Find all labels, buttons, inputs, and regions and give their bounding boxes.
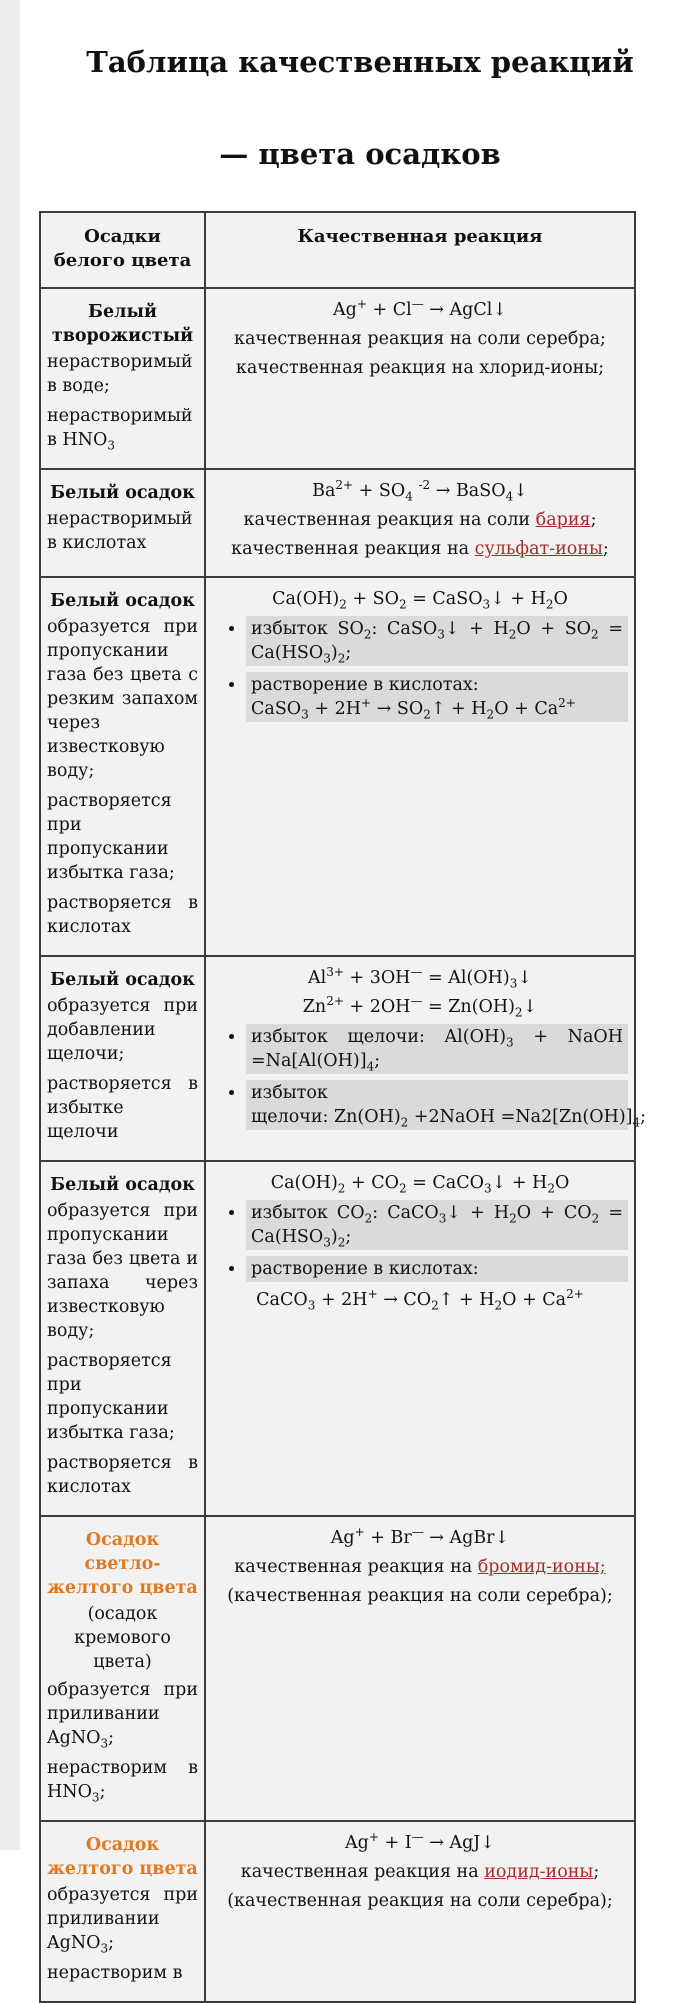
reaction-note-suffix: ; [593, 1862, 600, 1882]
table-row [40, 469, 635, 577]
list-item: • избыток щелочи: $Zn(OH)_2$ +2NaOH $=Na2[Zn(OH)]_4$; [246, 1080, 628, 1130]
reaction-formula: $Ca(OH)_2 + CO_2$ = CaCO$_3$↓ + $H_2O$ [270, 1173, 570, 1196]
sulfate-ions-link[interactable]: сульфат-ионы [474, 539, 603, 559]
reaction-list [212, 1200, 628, 1282]
table-row [40, 577, 635, 956]
reaction-note: (качественная реакция на соли серебра); [227, 1586, 613, 1606]
page-title-line2: — цвета осадков [219, 137, 501, 171]
reaction-formula: Ag+ + Cl— → AgCl↓ [333, 297, 507, 320]
precipitate-desc: нерастворимый в воде; [47, 352, 193, 396]
precipitate-type: Белый осадок [50, 970, 195, 990]
precipitate-cell [40, 288, 205, 469]
reaction-cell [205, 1821, 635, 2002]
reaction-note: качественная реакция на соли бария; [243, 510, 597, 530]
table-row [40, 1516, 635, 1821]
precipitate-desc: растворяется в кислотах [47, 1453, 198, 1497]
list-item-text: избыток [251, 1083, 328, 1103]
reaction-note: качественная реакция на хлорид-ионы; [235, 358, 605, 378]
precipitate-type: Белый осадок [50, 591, 195, 611]
table-row [40, 288, 635, 469]
reaction-formula: Ag+ + I— → AgJ↓ [345, 1830, 495, 1853]
precipitate-desc: образуется при пропускании газа без цвета с резким запахом через известковую воду; [47, 617, 198, 781]
precipitate-cell [40, 956, 205, 1161]
precipitate-cell [40, 1821, 205, 2002]
precipitate-subtype: (осадок кремового цвета) [74, 1604, 171, 1672]
article [20, 0, 679, 1983]
precipitate-desc: образуется при приливании AgNO$_3$; [47, 1680, 198, 1751]
precipitate-desc: образуется при приливании AgNO$_3$; [47, 1885, 198, 1956]
reaction-cell [205, 577, 635, 956]
precipitate-type: Осадок желтого цвета [47, 1835, 198, 1879]
reaction-note: (качественная реакция на соли серебра); [227, 1891, 613, 1911]
list-item: • растворение в кислотах: CaSO$_3$ + $2H^+ \to SO_2↑ + H_2O + Ca^{2+}$ [246, 672, 628, 722]
precipitate-desc: растворяется при пропускании избытка газа; [47, 1351, 175, 1443]
precipitate-type: Белый осадок [50, 483, 195, 503]
reaction-cell [205, 1161, 635, 1516]
reaction-note-text: качественная реакция на [231, 539, 475, 559]
reactions-table [39, 211, 647, 2003]
reaction-note: качественная реакция на соли серебра; [234, 329, 606, 349]
table-header-row [40, 212, 635, 288]
bromide-ions-link[interactable]: бромид-ионы; [477, 1557, 606, 1577]
list-item: • избыток $SO_2$: CaSO$_3$↓ + $H_2O + SO_2 = Ca(HSO_3)_2$; [246, 616, 628, 666]
reaction-note: качественная реакция на сульфат-ионы; [231, 539, 609, 559]
precipitate-desc: нерастворим в $HNO_3$; [47, 1758, 198, 1805]
precipitate-cell [40, 469, 205, 577]
page-title-line1: Таблица качественных реакций [86, 45, 634, 79]
table-row [40, 1161, 635, 1516]
reaction-note-text: качественная реакция на [234, 1557, 478, 1577]
reaction-note [212, 1555, 628, 1579]
precipitate-type: Осадок светло-желтого цвета [47, 1530, 198, 1598]
reaction-cell [205, 956, 647, 1161]
table-row [40, 1821, 635, 2002]
precipitate-cell [40, 1516, 205, 1821]
reaction-list [212, 1024, 647, 1130]
list-item: • избыток щелочи: $Al(OH)_3$ + NaOH $=Na[Al(OH)]_4$; [246, 1024, 628, 1074]
header-col-reaction: Качественная реакция [205, 212, 635, 288]
reaction-formula: Ag+ + Br— → AgBr↓ [330, 1525, 510, 1548]
reaction-note [212, 1860, 628, 1884]
reaction-note-text: качественная реакция на соли [243, 510, 536, 530]
precipitate-type: Белый осадок [50, 1175, 195, 1195]
list-item-text: растворение в кислотах: [251, 675, 479, 695]
reaction-formula: CaCO$_3$ + $2H^+ \to CO_2↑ + H_2O + Ca^{2+}$ [256, 1287, 584, 1313]
list-item: • растворение в кислотах: [246, 1256, 628, 1282]
page-title [20, 0, 640, 200]
precipitate-desc: образуется при добавлении щелочи; [47, 996, 198, 1064]
reaction-list [212, 616, 628, 722]
precipitate-cell [40, 577, 205, 956]
reaction-note-text: качественная реакция на [240, 1862, 485, 1882]
header-col-precipitate: Осадки белого цвета [40, 212, 205, 288]
reaction-formula: $Ba^{2+} + SO_4$ $^{-2}$ → BaSO$_4$↓ [312, 478, 528, 504]
left-margin [0, 0, 20, 1850]
reaction-cell [205, 1516, 635, 1821]
reaction-cell [205, 288, 635, 469]
precipitate-cell [40, 1161, 205, 1516]
precipitate-type: Белый творожистый [51, 302, 194, 346]
table-row [40, 956, 635, 1161]
precipitate-desc: образуется при пропускании газа без цвета и запаха через известковую воду; [47, 1201, 198, 1341]
reaction-formula: $Ca(OH)_2 + SO_2$ = CaSO$_3$↓ + $H_2O$ [272, 589, 568, 612]
precipitate-desc: растворяется в кислотах [47, 893, 198, 937]
precipitate-desc: растворяется в избытке щелочи [47, 1074, 198, 1142]
reaction-cell [205, 469, 635, 577]
reaction-formula: $Zn^{2+} + 2OH^—$ = $Zn(OH)_2↓$ [302, 994, 538, 1020]
precipitate-desc: нерастворим в [47, 1963, 183, 1983]
precipitate-desc: нерастворимый в $HNO_3$ [47, 406, 193, 453]
list-item: • избыток $CO_2$: CaCO$_3$↓ + $H_2O + CO_2 = Ca(HSO_3)_2$; [246, 1200, 628, 1250]
iodide-ions-link[interactable]: иодид-ионы [484, 1862, 594, 1882]
barium-link[interactable]: бария [535, 510, 591, 530]
reaction-formula: $Al^{3+} + 3OH^—$ = $Al(OH)_3↓$ [307, 965, 533, 991]
precipitate-desc: нерастворимый в кислотах [47, 509, 193, 553]
precipitate-desc: растворяется при пропускании избытка газа; [47, 791, 175, 883]
